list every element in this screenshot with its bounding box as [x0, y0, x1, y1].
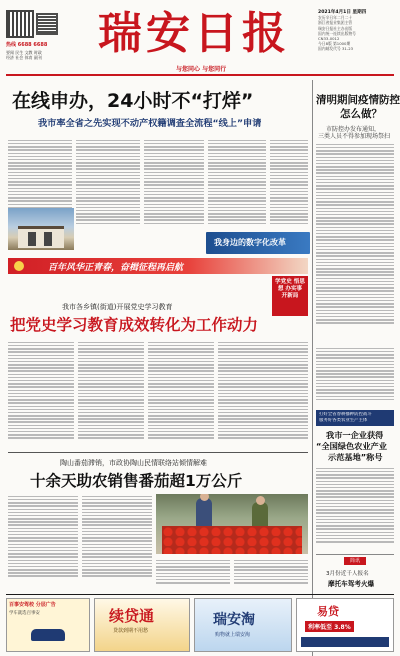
digital-reform-box [206, 232, 310, 254]
issue-line: 今日8版 第1000期 [318, 41, 351, 47]
lead-headline: 在线申办，24小时不“打烊” [12, 90, 254, 112]
brief-line-2: 摩托车驾考火爆 [328, 580, 375, 588]
banner-text: 百年风华正青春，奋楫征程再启航 [48, 263, 184, 273]
party-emblem-icon [14, 261, 24, 271]
issue-line: 瑞安日报社主办出版 [318, 25, 353, 31]
ad-sub: 学车就选百事安 [9, 611, 40, 616]
nav-item[interactable]: 经济 [6, 55, 14, 60]
masthead-slogan: 与您同心 与您同行 [176, 66, 227, 73]
issue-line: 国内统一连续出版物号 [318, 30, 356, 36]
nav-item[interactable]: 副刊 [33, 55, 42, 60]
issue-line: CN33-0012 [318, 36, 340, 42]
qr-code-icon-2 [36, 13, 58, 35]
right-mid-tag-line-2: 服务好各类农业生产主体 [319, 418, 368, 423]
issue-info [318, 10, 394, 52]
ad-title: 百事安驾校 分层广告 [9, 602, 56, 608]
right-mid-body-upper [316, 346, 394, 406]
tomato-body-col-1 [8, 494, 78, 586]
nav-item[interactable]: 文教 [24, 50, 33, 55]
party-side-label [272, 276, 308, 316]
tomato-body-col-2 [82, 494, 152, 586]
issue-line: 国内邮发代号 31-23 [318, 46, 354, 52]
ad-title: 瑞安淘 [213, 612, 255, 628]
nav-item[interactable]: 要闻 [6, 50, 14, 55]
tomato-headline: 十余天助农销售番茄超1万公斤 [30, 472, 243, 490]
party-body-col-3 [148, 340, 214, 448]
ad-loan[interactable] [94, 598, 190, 652]
nav-item[interactable]: 时政 [33, 50, 42, 55]
ad-title: 续贷通 [109, 607, 155, 625]
masthead-rule [6, 74, 394, 76]
right-mid-tag-line-1: 打好全省春耕播种防控战斗 [319, 412, 372, 417]
masthead-nav [6, 50, 58, 60]
hotline-text: 热线 6688 6688 [6, 42, 48, 48]
party-side-label-text: 学党史 悟思想 办实事 开新局 [275, 279, 305, 299]
ad-sub: 贷款到期不用愁 [113, 628, 149, 634]
issue-date: 2021年4月1日 星期四 [318, 10, 367, 15]
tomato-kicker: 陶山番茄滞销，市政协陶山民情联络站倾情解难 [60, 459, 207, 467]
nav-item[interactable]: 体育 [24, 55, 33, 60]
qr-code-icon [6, 10, 34, 38]
right-top-deck-1: 市防控办发布通知， [326, 126, 381, 133]
ad-credit[interactable] [296, 598, 394, 652]
tomato-body-col-4 [234, 558, 308, 586]
right-top-headline-1: 清明期间疫情防控 [316, 94, 400, 106]
issue-line: 农历辛丑年二月二十 [318, 15, 353, 21]
ads-rule [6, 594, 394, 595]
lead-body-col-2 [76, 138, 140, 232]
brief-box [316, 554, 394, 588]
party-body-col-4 [218, 340, 308, 448]
ad-driving-school[interactable] [6, 598, 90, 652]
right-top-deck-2: 三类人员不得参加现场祭扫 [318, 133, 391, 140]
lead-body-col-5 [270, 138, 308, 232]
lead-subhead: 我市率全省之先实现不动产权籍调查全流程“线上”申请 [38, 118, 262, 129]
right-mid-headline-3: 示范基地”称号 [328, 452, 383, 462]
party-kicker: 我市各乡镇(街道)开展党史学习教育 [62, 303, 173, 311]
right-mid-tag [316, 410, 394, 426]
section-rule [8, 452, 308, 453]
party-body-col-1 [8, 340, 74, 448]
right-col-divider [312, 80, 313, 656]
nav-item[interactable]: 民生 [15, 50, 24, 55]
right-top-body [316, 142, 394, 342]
ad-stripe [301, 637, 389, 647]
right-mid-body [316, 466, 394, 550]
tomato-photo [156, 494, 308, 554]
digital-reform-label: 我身边的数字化改革 [214, 238, 286, 247]
party-body-col-2 [78, 340, 144, 448]
brief-line-1: 3月份近千人报名 [326, 571, 369, 577]
party-headline: 把党史学习教育成效转化为工作动力 [10, 316, 259, 334]
right-top-headline-2: 怎么做？ [340, 108, 382, 120]
masthead-title: 瑞安日报 [98, 8, 290, 59]
ad-sub: 购物就上瑞安淘 [215, 632, 251, 638]
right-mid-headline-2: “全国绿色农业产业 [316, 441, 387, 451]
lead-photo [8, 208, 74, 250]
tomato-body-col-3 [156, 558, 230, 586]
lead-body-col-3 [144, 138, 204, 232]
right-mid-headline-1: 我市一企业获得 [326, 430, 384, 440]
brief-label: 简讯 [344, 557, 366, 565]
ad-sub: 利率低至 3.8% [305, 621, 354, 632]
issue-line: 浙江省报业集团主管 [318, 20, 353, 26]
lead-body-col-4 [208, 138, 266, 232]
ad-shopping[interactable] [194, 598, 292, 652]
car-icon [31, 629, 65, 641]
ad-title: 易贷 [317, 605, 339, 618]
party-banner [8, 258, 308, 274]
nav-item[interactable]: 社会 [15, 55, 24, 60]
